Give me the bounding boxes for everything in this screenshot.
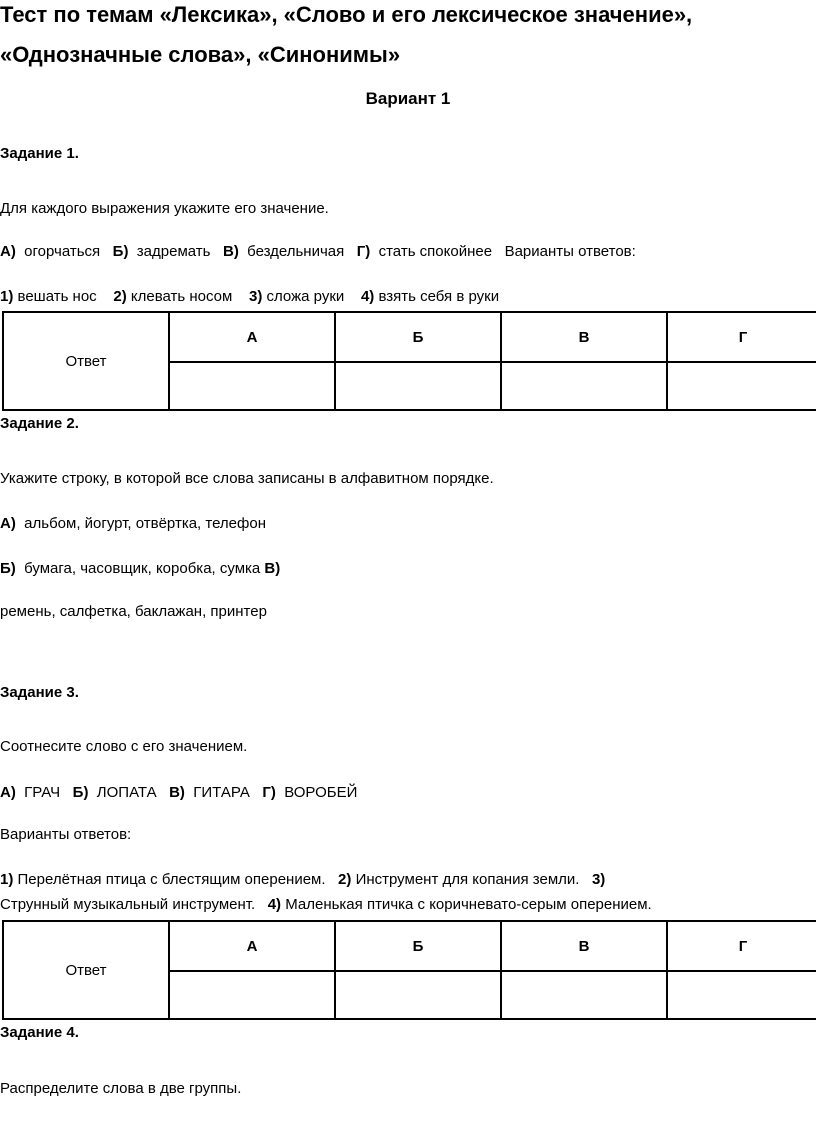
task3-options-line-2 (0, 896, 652, 914)
task1-item-b-label: Б) (112, 243, 129, 260)
task3-option-4-text: Маленькая птичка с коричневато-серым оперением. (285, 896, 652, 913)
task3-item-a-text: ГРАЧ (24, 784, 61, 801)
task3-items-line (0, 784, 357, 802)
task1-option-4-text: взять себя в руки (378, 288, 500, 305)
task1-col-header-a: А (169, 312, 335, 362)
task3-item-c-label: В) (169, 784, 185, 801)
task3-col-header-a: А (169, 921, 335, 971)
task1-item-c-label: В) (222, 243, 239, 260)
task3-option-4-num: 4) (267, 896, 282, 913)
task3-answer-cell-d[interactable] (667, 971, 816, 1019)
variant-heading: Вариант 1 (365, 89, 451, 108)
task1-item-a-label: А) (0, 243, 16, 260)
task2-option-b (0, 560, 280, 578)
task3-options-line-1 (0, 871, 605, 889)
task1-option-3-text: сложа руки (266, 288, 345, 305)
task1-col-header-c: В (501, 312, 667, 362)
task1-item-b-text: задремать (136, 243, 211, 260)
task3-answer-cell-a[interactable] (169, 971, 335, 1019)
task2-option-a-label: А) (0, 515, 16, 532)
task3-col-header-b: Б (335, 921, 501, 971)
task1-option-2-num: 2) (113, 288, 127, 305)
task2-heading: Задание 2. (0, 415, 79, 432)
task3-option-2-text: Инструмент для копания земли. (355, 871, 580, 888)
task3-item-b-label: Б) (72, 784, 89, 801)
task1-option-1-num: 1) (0, 288, 14, 305)
task4-heading: Задание 4. (0, 1024, 79, 1041)
task2-option-a-text: альбом, йогурт, отвёртка, телефон (24, 515, 266, 532)
task3-option-3-text: Струнный музыкальный инструмент. (0, 896, 256, 913)
task3-answer-cell-c[interactable] (501, 971, 667, 1019)
task1-item-c-text: бездельничая (247, 243, 345, 260)
task3-option-1-num: 1) (0, 871, 14, 888)
page-title-line-2: «Однозначные слова», «Синонимы» (0, 42, 401, 67)
task1-item-d-text: стать спокойнее (378, 243, 493, 260)
task1-option-1-text: вешать нос (17, 288, 97, 305)
task4-instruction: Распределите слова в две группы. (0, 1080, 242, 1097)
task3-answer-cell-b[interactable] (335, 971, 501, 1019)
task3-answer-row-label: Ответ (3, 921, 169, 1019)
task3-col-header-c: В (501, 921, 667, 971)
task3-col-header-d: Г (667, 921, 816, 971)
task1-options-line (0, 288, 499, 306)
task3-heading: Задание 3. (0, 684, 79, 701)
task3-option-2-num: 2) (338, 871, 352, 888)
task2-option-c-text: ремень, салфетка, баклажан, принтер (0, 603, 267, 620)
task1-col-header-b: Б (335, 312, 501, 362)
task1-answer-cell-c[interactable] (501, 362, 667, 410)
task1-heading: Задание 1. (0, 145, 79, 162)
task3-item-c-text: ГИТАРА (193, 784, 250, 801)
task3-item-d-label: Г) (262, 784, 276, 801)
task1-item-d-label: Г) (356, 243, 371, 260)
task2-option-b-label: Б) (0, 560, 16, 577)
task1-answer-row-label: Ответ (3, 312, 169, 410)
task1-options-label: Варианты ответов: (504, 243, 636, 260)
task1-col-header-d: Г (667, 312, 816, 362)
task3-item-d-text: ВОРОБЕЙ (284, 784, 358, 801)
task3-item-a-label: А) (0, 784, 16, 801)
task3-options-label: Варианты ответов: (0, 826, 132, 843)
task1-option-3-num: 3) (249, 288, 263, 305)
task1-item-a-text: огорчаться (24, 243, 101, 260)
task1-option-4-num: 4) (360, 288, 375, 305)
task2-option-c-label: В) (264, 560, 281, 577)
task1-option-2-text: клевать носом (130, 288, 233, 305)
task1-answer-table (2, 311, 816, 411)
task2-option-b-text: бумага, часовщик, коробка, сумка (24, 560, 261, 577)
task3-option-1-text: Перелётная птица с блестящим оперением. (17, 871, 326, 888)
task2-instruction: Укажите строку, в которой все слова записаны в алфавитном порядке. (0, 470, 494, 487)
task3-item-b-text: ЛОПАТА (96, 784, 157, 801)
task2-option-a (0, 515, 266, 533)
task3-option-3-num: 3) (591, 871, 606, 888)
page-title-line-1: Тест по темам «Лексика», «Слово и его лексическое значение», (0, 2, 693, 27)
task1-answer-cell-d[interactable] (667, 362, 816, 410)
task3-instruction: Соотнесите слово с его значением. (0, 738, 248, 755)
task3-answer-table (2, 920, 816, 1020)
task1-answer-cell-b[interactable] (335, 362, 501, 410)
task1-answer-cell-a[interactable] (169, 362, 335, 410)
task1-items-line (0, 243, 636, 261)
task1-instruction: Для каждого выражения укажите его значение. (0, 200, 329, 217)
